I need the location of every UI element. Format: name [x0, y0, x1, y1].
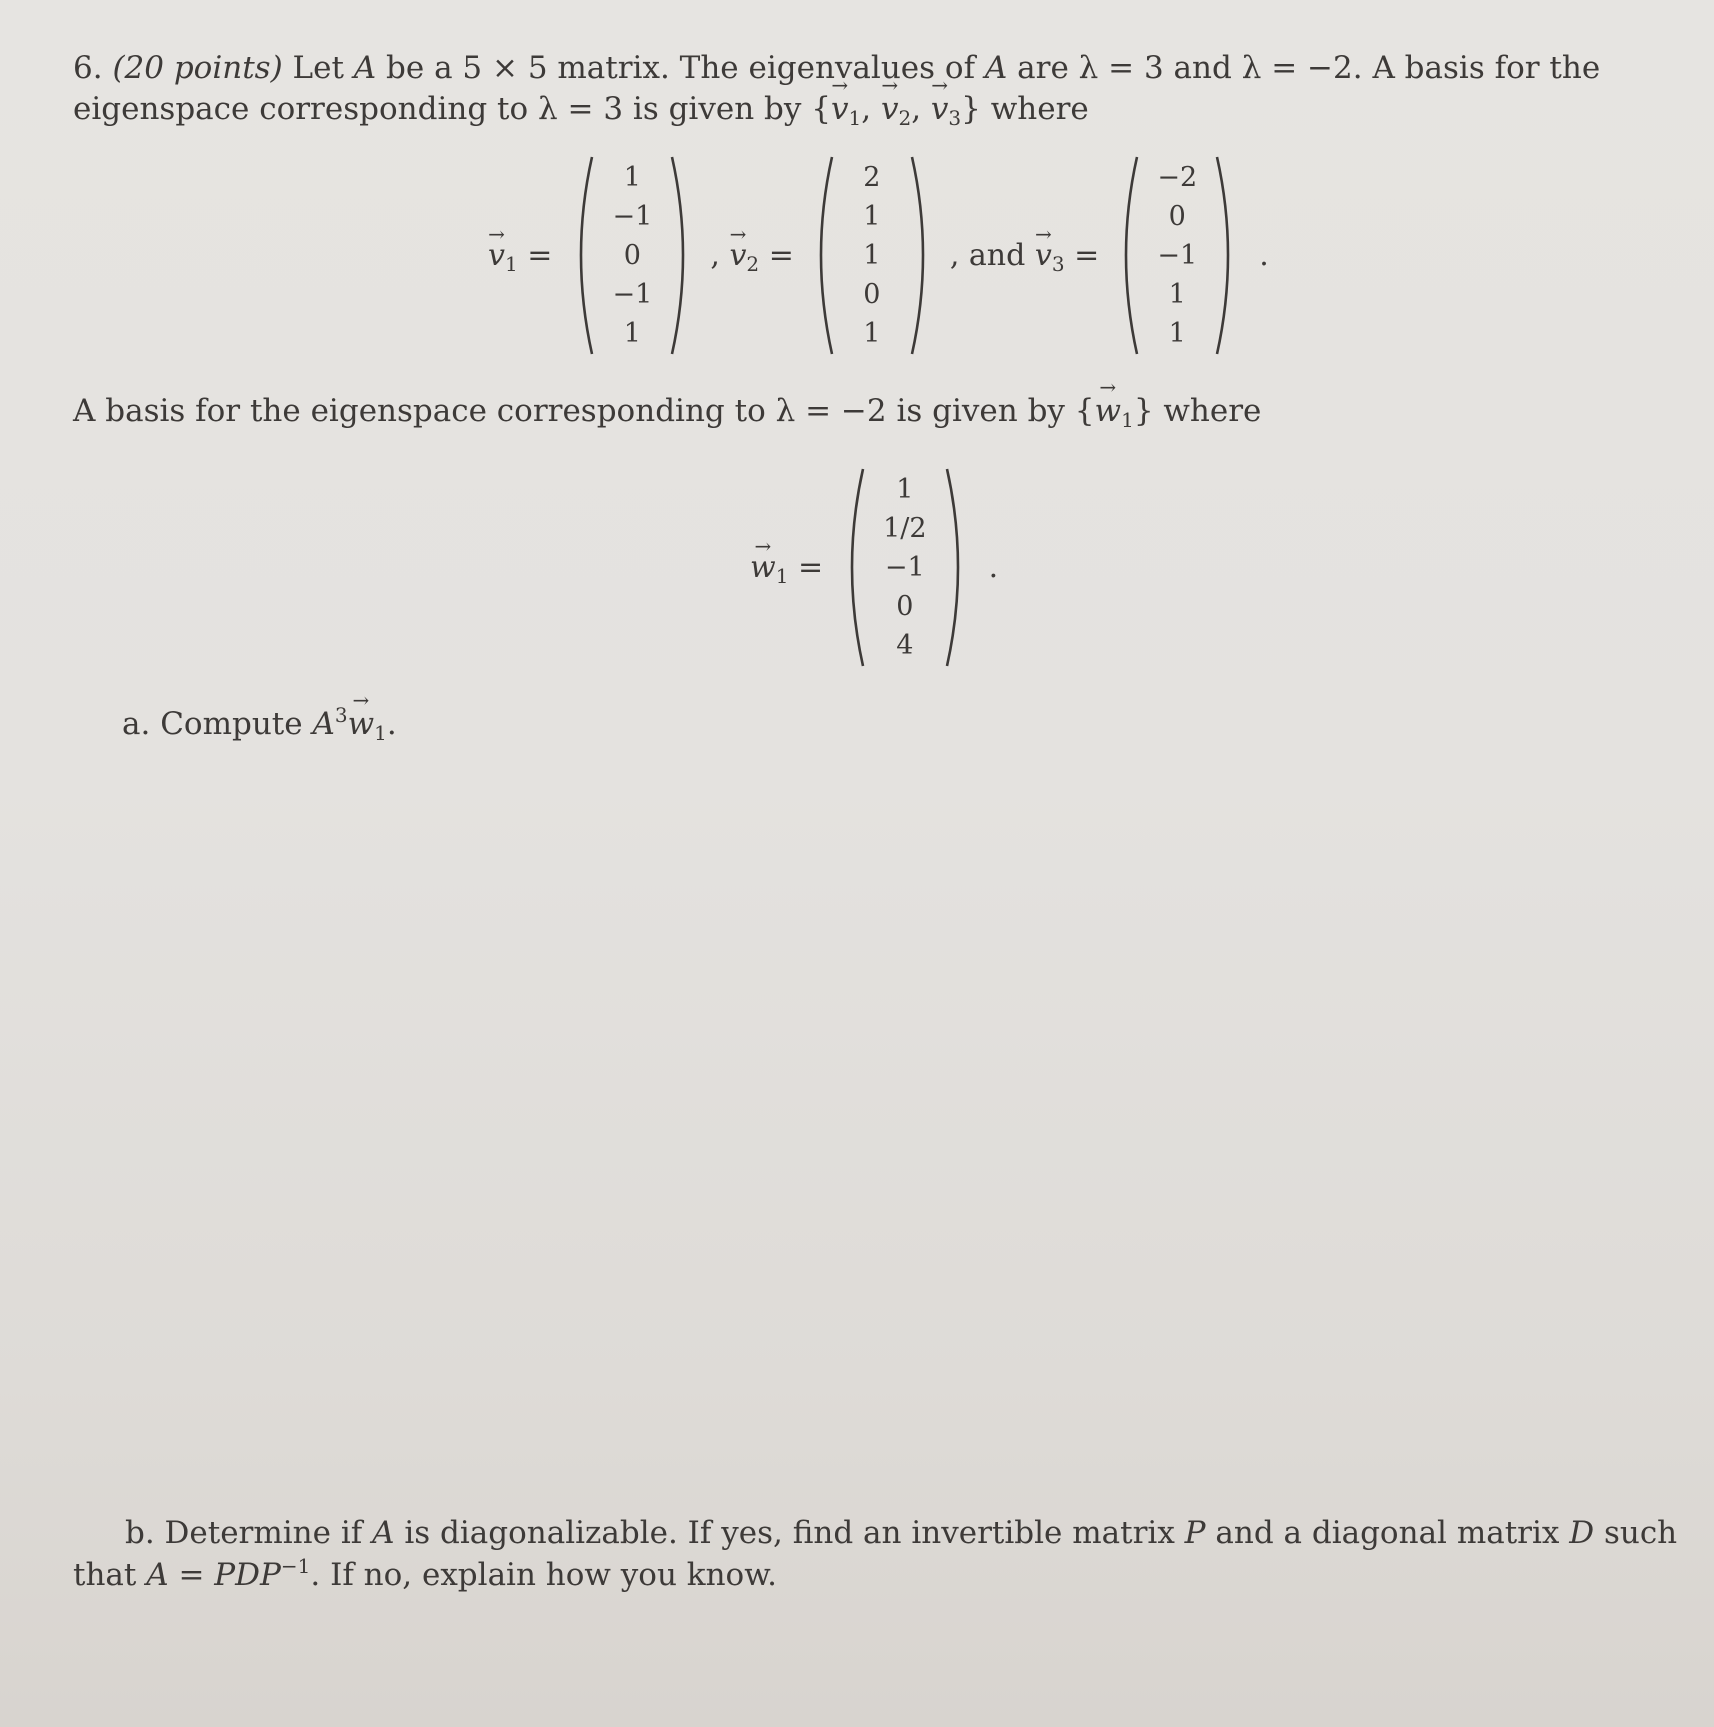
text: A basis for the eigenspace corresponding to λ = −2 is given by {	[73, 393, 1095, 429]
comma-and: , and	[949, 238, 1026, 273]
right-paren	[668, 153, 698, 358]
v3-label	[938, 238, 1111, 276]
eigenspace-neg2-statement	[73, 391, 1261, 431]
var-A: A	[312, 706, 335, 742]
subscript: 3	[948, 106, 962, 130]
text: ,	[911, 91, 931, 127]
vector-v: → v	[881, 89, 899, 129]
period: .	[386, 706, 397, 742]
subscript: 2	[746, 252, 760, 276]
equals: =	[788, 550, 824, 585]
equals: =	[759, 238, 794, 273]
problem-points: (20 points)	[112, 50, 283, 86]
left-paren	[566, 153, 596, 358]
matrix-entry: 4	[896, 630, 914, 661]
var-A: A	[353, 50, 377, 86]
subscript: 1	[1121, 408, 1134, 432]
v3-column-vector	[1111, 153, 1243, 358]
matrix-entry: 1	[863, 201, 881, 232]
matrix-entry: −2	[1157, 162, 1198, 193]
var-P: P	[1184, 1515, 1206, 1551]
period: .	[988, 550, 999, 585]
matrix-entry: 1	[623, 162, 641, 193]
v2-label	[698, 238, 805, 276]
text: that	[73, 1557, 147, 1593]
v2-entries	[836, 153, 908, 358]
right-paren	[908, 153, 938, 358]
period: .	[1259, 238, 1269, 273]
w1-label	[750, 550, 837, 588]
text: } where	[1133, 393, 1262, 429]
matrix-entry: 2	[863, 162, 881, 193]
matrix-entry: 1	[896, 474, 914, 505]
matrix-entry: −1	[612, 279, 653, 310]
left-paren	[837, 465, 867, 670]
subscript: 3	[1051, 252, 1065, 276]
subscript: 2	[898, 106, 912, 130]
vector-w: → w	[348, 704, 375, 744]
text: } where	[961, 91, 1089, 127]
subscript: 1	[848, 106, 862, 130]
text: such	[1594, 1515, 1678, 1551]
matrix-entry: 1	[623, 318, 641, 349]
v-vectors-equation	[488, 153, 1269, 358]
v2-column-vector	[806, 153, 938, 358]
w1-entries	[867, 465, 942, 670]
right-paren	[1213, 153, 1243, 358]
matrix-entry: 0	[623, 240, 641, 271]
text: . If no, explain how you know.	[310, 1557, 777, 1593]
v3-entries	[1141, 153, 1213, 358]
matrix-entry: 0	[1168, 201, 1186, 232]
v1-entries	[596, 153, 668, 358]
var-A: A	[372, 1515, 395, 1551]
matrix-entry: −1	[884, 552, 925, 583]
matrix-entry: 1	[863, 240, 881, 271]
equals: =	[1064, 238, 1100, 273]
comma: ,	[710, 238, 720, 273]
vector-v: → v	[831, 89, 849, 129]
matrix-entry: −1	[1157, 240, 1198, 271]
text: be a 5 × 5 matrix. The eigenvalues of	[376, 50, 985, 86]
v1-label	[488, 238, 566, 276]
text: ,	[861, 91, 881, 127]
matrix-entry: 0	[863, 279, 881, 310]
var-PDP: PDP	[214, 1557, 281, 1593]
text: is diagonalizable. If yes, find an invertible matrix	[394, 1515, 1185, 1551]
exponent: −1	[280, 1554, 311, 1578]
var-A: A	[984, 50, 1008, 86]
subscript: 1	[504, 252, 518, 276]
part-a-question	[122, 704, 397, 744]
exponent: 3	[334, 703, 348, 727]
text: are λ = 3 and λ = −2. A basis for the	[1007, 50, 1601, 86]
text: Let	[292, 50, 354, 86]
var-A: A	[146, 1557, 169, 1593]
text: eigenspace corresponding to λ = 3 is given by {	[73, 91, 831, 127]
part-b-question-line-2	[73, 1555, 777, 1595]
vector-v: → v	[729, 238, 746, 273]
left-paren	[1111, 153, 1141, 358]
right-paren	[943, 465, 973, 670]
matrix-entry: 0	[896, 591, 914, 622]
w1-column-vector	[837, 465, 972, 670]
var-D: D	[1569, 1515, 1595, 1551]
v1-column-vector	[566, 153, 698, 358]
subscript: 1	[374, 721, 387, 745]
vector-w: → w	[750, 550, 776, 585]
matrix-entry: −1	[612, 201, 653, 232]
left-paren	[806, 153, 836, 358]
text: b. Determine if	[125, 1515, 373, 1551]
matrix-entry: 1	[1168, 279, 1186, 310]
text: a. Compute	[122, 706, 313, 742]
vector-v: → v	[1035, 238, 1052, 273]
w1-equation	[750, 465, 998, 670]
problem-statement-line-2	[73, 89, 1089, 129]
vector-w: → w	[1095, 391, 1122, 431]
part-b-question-line-1	[125, 1513, 1677, 1553]
vector-v: → v	[488, 238, 505, 273]
matrix-entry: 1	[1168, 318, 1186, 349]
problem-number: 6.	[73, 50, 103, 86]
text: and a diagonal matrix	[1205, 1515, 1570, 1551]
vector-v: → v	[931, 89, 949, 129]
matrix-entry: 1	[863, 318, 881, 349]
subscript: 1	[775, 564, 789, 588]
equals: =	[517, 238, 553, 273]
matrix-entry: 1/2	[883, 513, 927, 544]
text: =	[168, 1557, 215, 1593]
